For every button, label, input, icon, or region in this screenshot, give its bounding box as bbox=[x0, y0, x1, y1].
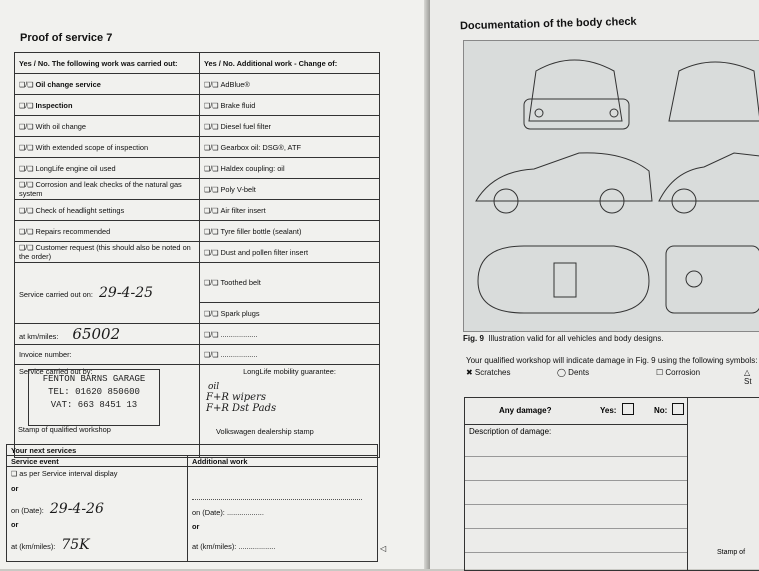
on-date-label: on (Date): bbox=[11, 506, 44, 515]
toothed-belt-label: Toothed belt bbox=[220, 278, 261, 287]
invoice-label: Invoice number: bbox=[19, 350, 72, 359]
checkbox[interactable]: ❑/❑ bbox=[204, 249, 219, 257]
line bbox=[465, 552, 687, 553]
blank-row-2 bbox=[200, 345, 380, 365]
work-row bbox=[15, 179, 380, 200]
yes-checkbox[interactable] bbox=[622, 403, 634, 415]
stamp-line-vat: VAT: 663 8451 13 bbox=[50, 400, 138, 410]
work-label: Oil change service bbox=[35, 79, 101, 89]
line bbox=[465, 456, 687, 457]
interval-display-label: as per Service interval display bbox=[19, 469, 118, 478]
note-oil: oil bbox=[208, 382, 220, 392]
checkbox[interactable]: ❑/❑ bbox=[204, 81, 219, 89]
work-row bbox=[15, 158, 380, 179]
checkbox[interactable]: ❑/❑ bbox=[19, 207, 34, 215]
work-cell bbox=[15, 179, 200, 200]
symbols-text: Your qualified workshop will indicate damage in Fig. 9 using the following symbols: bbox=[466, 356, 758, 365]
work-cell bbox=[15, 116, 200, 137]
work-cell bbox=[15, 158, 200, 179]
additional-label: Air filter insert bbox=[220, 205, 266, 215]
additional-work-header: Additional work bbox=[188, 456, 378, 467]
service-date-cell bbox=[15, 263, 200, 324]
additional-label: Poly V-belt bbox=[220, 184, 256, 194]
additional-cell bbox=[200, 116, 380, 137]
line bbox=[465, 504, 687, 505]
damage-description-label: Description of damage: bbox=[469, 427, 552, 436]
checkbox[interactable]: ❑/❑ bbox=[19, 102, 34, 110]
next-km-handwritten: 75K bbox=[61, 537, 90, 553]
dots: .................. bbox=[238, 542, 276, 551]
work-label: With extended scope of inspection bbox=[35, 142, 149, 152]
work-row bbox=[15, 242, 380, 263]
additional-cell bbox=[200, 95, 380, 116]
dealer-stamp-label: Volkswagen dealership stamp bbox=[216, 427, 314, 436]
note-wipers: F+R wipers bbox=[206, 392, 267, 403]
additional-cell bbox=[200, 137, 380, 158]
service-date-handwritten: 29-4-25 bbox=[99, 285, 154, 301]
or-label: or bbox=[11, 520, 19, 529]
triangle-icon: ◁ bbox=[380, 544, 387, 553]
or-label: or bbox=[11, 484, 19, 493]
checkbox[interactable]: ❑/❑ bbox=[19, 81, 34, 89]
checkbox[interactable]: ❑/❑ bbox=[204, 280, 219, 287]
work-row bbox=[15, 116, 380, 137]
on-date-label: on (Date): bbox=[192, 508, 225, 517]
km-label: at km/miles: bbox=[19, 332, 59, 341]
checkbox[interactable]: ❑/❑ bbox=[19, 245, 34, 252]
proof-of-service-title: Proof of service 7 bbox=[20, 32, 113, 44]
car-diagram bbox=[463, 40, 759, 332]
toothed-belt-row bbox=[200, 263, 380, 303]
no-label: No: bbox=[654, 406, 668, 415]
damage-box bbox=[464, 397, 759, 571]
additional-cell bbox=[200, 221, 380, 242]
blank-row-1 bbox=[200, 324, 380, 345]
work-cell bbox=[15, 137, 200, 158]
additional-cell bbox=[200, 74, 380, 95]
no-checkbox[interactable] bbox=[672, 403, 684, 415]
checkbox[interactable]: ❑/❑ bbox=[204, 331, 219, 339]
next-date-handwritten: 29-4-26 bbox=[49, 501, 104, 517]
line bbox=[465, 480, 687, 481]
checkbox[interactable]: ❑/❑ bbox=[204, 352, 219, 359]
work-cell bbox=[15, 95, 200, 116]
additional-cell bbox=[200, 242, 380, 263]
work-label: LongLife engine oil used bbox=[35, 163, 116, 173]
additional-label: AdBlue® bbox=[220, 79, 250, 89]
garage-stamp bbox=[28, 369, 160, 426]
symbol-scratches: ✖ Scratches bbox=[466, 368, 511, 377]
note-pads: F+R Dst Pads bbox=[206, 403, 277, 414]
fig-label: Fig. 9 bbox=[463, 334, 484, 343]
km-cell bbox=[15, 324, 200, 345]
additional-cell bbox=[200, 158, 380, 179]
work-row bbox=[15, 74, 380, 95]
carried-out-by-label: Service carried out by: bbox=[19, 367, 93, 376]
stamp-workshop-label: Stamp of qualified workshop bbox=[18, 425, 111, 434]
dots: .................. bbox=[220, 350, 258, 359]
work-label: Repairs recommended bbox=[35, 226, 111, 236]
work-row bbox=[15, 200, 380, 221]
additional-cell bbox=[200, 200, 380, 221]
checkbox[interactable]: ❑ bbox=[11, 471, 18, 478]
checkbox[interactable]: ❑/❑ bbox=[19, 165, 34, 173]
checkbox[interactable]: ❑/❑ bbox=[19, 144, 34, 152]
checkbox[interactable]: ❑/❑ bbox=[19, 228, 34, 236]
work-row bbox=[15, 137, 380, 158]
yes-label: Yes: bbox=[600, 406, 617, 415]
additional-cell bbox=[200, 179, 380, 200]
work-row bbox=[15, 95, 380, 116]
or-label: or bbox=[192, 522, 200, 531]
next-services-title: Your next services bbox=[7, 445, 378, 456]
any-damage-label: Any damage? bbox=[499, 406, 552, 415]
symbol-stone: △ St bbox=[744, 368, 752, 386]
service-event-cell bbox=[7, 467, 188, 562]
checkbox[interactable]: ❑/❑ bbox=[19, 123, 34, 131]
checkbox[interactable]: ❑/❑ bbox=[204, 207, 219, 215]
work-cell bbox=[15, 200, 200, 221]
body-check-title: Documentation of the body check bbox=[459, 15, 637, 33]
work-cell bbox=[15, 74, 200, 95]
checkbox[interactable]: ❑/❑ bbox=[204, 102, 219, 110]
col2-header: Yes / No. Additional work - Change of: bbox=[200, 53, 380, 74]
work-row bbox=[15, 221, 380, 242]
checkbox[interactable]: ❑/❑ bbox=[204, 186, 219, 194]
dots: .................. bbox=[226, 508, 264, 517]
car-outline-icon bbox=[464, 41, 759, 331]
work-label: Inspection bbox=[35, 100, 73, 110]
fig-caption-text: Illustration valid for all vehicles and body designs. bbox=[488, 334, 664, 343]
symbol-corrosion: ☐ Corrosion bbox=[656, 368, 701, 377]
damage-header bbox=[465, 398, 688, 425]
col1-header: Yes / No. The following work was carried out: bbox=[15, 53, 200, 74]
additional-label: Diesel fuel filter bbox=[220, 121, 272, 131]
longlife-label: LongLife mobility guarantee: bbox=[243, 367, 336, 376]
checkbox[interactable]: ❑/❑ bbox=[204, 228, 219, 236]
work-label: Customer request (this should also be noted on the order) bbox=[19, 243, 191, 261]
additional-label: Haldex coupling: oil bbox=[220, 163, 285, 173]
work-label: Corrosion and leak checks of the natural gas system bbox=[19, 180, 182, 198]
checkbox[interactable]: ❑/❑ bbox=[204, 165, 219, 173]
km-handwritten: 65002 bbox=[72, 325, 121, 343]
next-services-table bbox=[6, 444, 378, 562]
stamp-of-label: Stamp of bbox=[717, 549, 746, 556]
additional-label: Dust and pollen filter insert bbox=[220, 247, 309, 257]
at-km-label: at (km/miles): bbox=[192, 542, 237, 551]
checkbox[interactable]: ❑/❑ bbox=[19, 182, 34, 189]
work-cell bbox=[15, 221, 200, 242]
spark-plugs-label: Spark plugs bbox=[220, 308, 260, 318]
service-on-label: Service carried out on: bbox=[19, 290, 93, 299]
additional-work-cell bbox=[188, 467, 378, 562]
checkbox[interactable]: ❑/❑ bbox=[204, 144, 219, 152]
line bbox=[465, 528, 687, 529]
additional-label: Gearbox oil: DSG®, ATF bbox=[220, 142, 301, 152]
additional-label: Brake fluid bbox=[220, 100, 256, 110]
checkbox[interactable]: ❑/❑ bbox=[204, 123, 219, 131]
additional-label: Tyre filler bottle (sealant) bbox=[220, 226, 302, 236]
at-km-label: at (km/miles): bbox=[11, 542, 56, 551]
stamp-line-tel: TEL: 01620 850600 bbox=[48, 387, 140, 397]
spark-plugs-row bbox=[200, 303, 380, 324]
fig-caption bbox=[463, 334, 664, 343]
symbol-dents: ◯ Dents bbox=[557, 368, 590, 377]
work-cell bbox=[15, 242, 200, 263]
dotted-line bbox=[192, 489, 362, 500]
work-label: With oil change bbox=[35, 121, 87, 131]
invoice-cell bbox=[15, 345, 200, 365]
divider bbox=[687, 398, 688, 570]
work-label: Check of headlight settings bbox=[35, 205, 125, 215]
service-event-header: Service event bbox=[7, 456, 188, 467]
stamp-line-name: FENTON BARNS GARAGE bbox=[42, 374, 146, 384]
checkbox[interactable]: ❑/❑ bbox=[204, 310, 219, 318]
dots: .................. bbox=[220, 329, 258, 339]
